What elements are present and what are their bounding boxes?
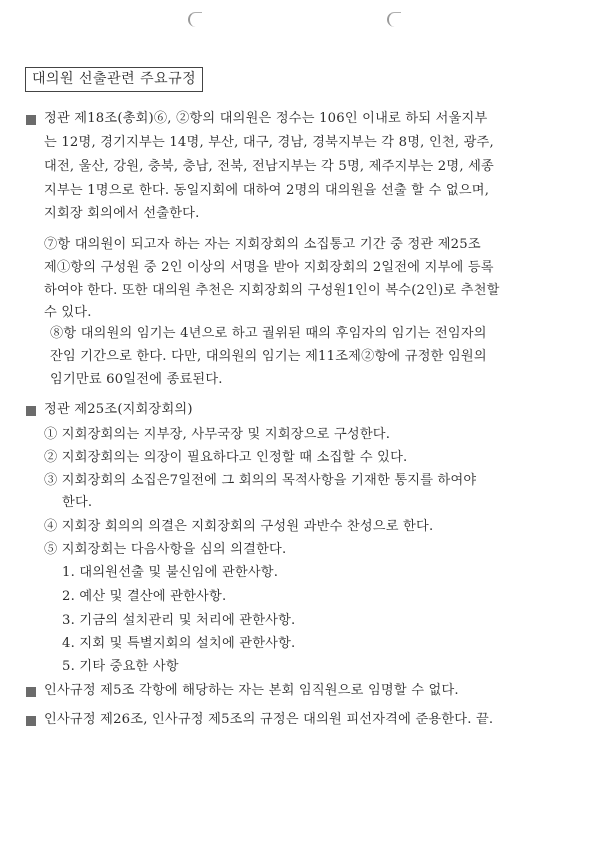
section2-subitem: 4. 지회 및 특별지회의 설치에 관한사항. xyxy=(62,636,296,651)
square-bullet-icon xyxy=(26,406,36,416)
section2-heading: 정관 제25조(지회장회의) xyxy=(44,402,193,417)
square-bullet-icon xyxy=(26,716,36,726)
section1-line: 는 12명, 경기지부는 14명, 부산, 대구, 경남, 경북지부는 각 8명, 인천, 광주, xyxy=(44,135,494,150)
section2-subitem: 5. 기타 중요한 사항 xyxy=(62,659,179,674)
section1-line: 대전, 울산, 강원, 충북, 충남, 전북, 전남지부는 각 5명, 제주지부는 2명, 세종 xyxy=(44,159,494,174)
para8-line: 임기만료 60일전에 종료된다. xyxy=(50,372,223,387)
document-title: 대의원 선출관련 주요규정 xyxy=(25,67,203,92)
section4-text: 인사규정 제26조, 인사규정 제5조의 규정은 대의원 피선자격에 준용한다. 끝. xyxy=(44,712,494,727)
section2-subitem: 1. 대의원선출 및 불신임에 관한사항. xyxy=(62,565,279,580)
square-bullet-icon xyxy=(26,687,36,697)
section2-item: ③ 지회장회의 소집은7일전에 그 회의의 목적사항을 기재한 통지를 하여야 xyxy=(44,473,477,488)
punch-hole-mark-right xyxy=(387,12,401,27)
section1-line: 지회장 회의에서 선출한다. xyxy=(44,206,200,221)
para7-line: 수 있다. xyxy=(44,305,92,320)
punch-hole-mark-left xyxy=(188,12,202,27)
para7-line: 제①항의 구성원 중 2인 이상의 서명을 받아 지회장회의 2일전에 지부에 등록 xyxy=(44,260,494,275)
section2-subitem: 3. 기금의 설치관리 및 처리에 관한사항. xyxy=(62,613,296,628)
section2-item: ① 지회장회의는 지부장, 사무국장 및 지회장으로 구성한다. xyxy=(44,427,391,442)
para7-line: ⑦항 대의원이 되고자 하는 자는 지회장회의 소집통고 기간 중 정관 제25조 xyxy=(44,237,481,252)
para7-line: 하여야 한다. 또한 대의원 추천은 지회장회의 구성원1인이 복수(2인)로 추천할 xyxy=(44,283,500,298)
section1-line: 정관 제18조(총회)⑥, ②항의 대의원은 정수는 106인 이내로 하되 서울지부 xyxy=(44,111,488,126)
para8-line: ⑧항 대의원의 임기는 4년으로 하고 궐위된 때의 후임자의 임기는 전임자의 xyxy=(50,326,487,341)
section2-subitem: 2. 예산 및 결산에 관한사항. xyxy=(62,589,227,604)
section2-item: 한다. xyxy=(62,495,93,510)
section2-item: ④ 지회장 회의의 의결은 지회장회의 구성원 과반수 찬성으로 한다. xyxy=(44,519,434,534)
para8-line: 잔임 기간으로 한다. 다만, 대의원의 임기는 제11조제②항에 규정한 임원의 xyxy=(50,349,487,364)
section2-item: ⑤ 지회장회는 다음사항을 심의 의결한다. xyxy=(44,542,287,557)
section1-line: 지부는 1명으로 한다. 동일지회에 대하여 2명의 대의원을 선출 할 수 없으며, xyxy=(44,183,490,198)
section3-text: 인사규정 제5조 각항에 해당하는 자는 본회 임직원으로 임명할 수 없다. xyxy=(44,683,459,698)
square-bullet-icon xyxy=(26,115,36,125)
section2-item: ② 지회장회의는 의장이 필요하다고 인정할 때 소집할 수 있다. xyxy=(44,450,408,465)
